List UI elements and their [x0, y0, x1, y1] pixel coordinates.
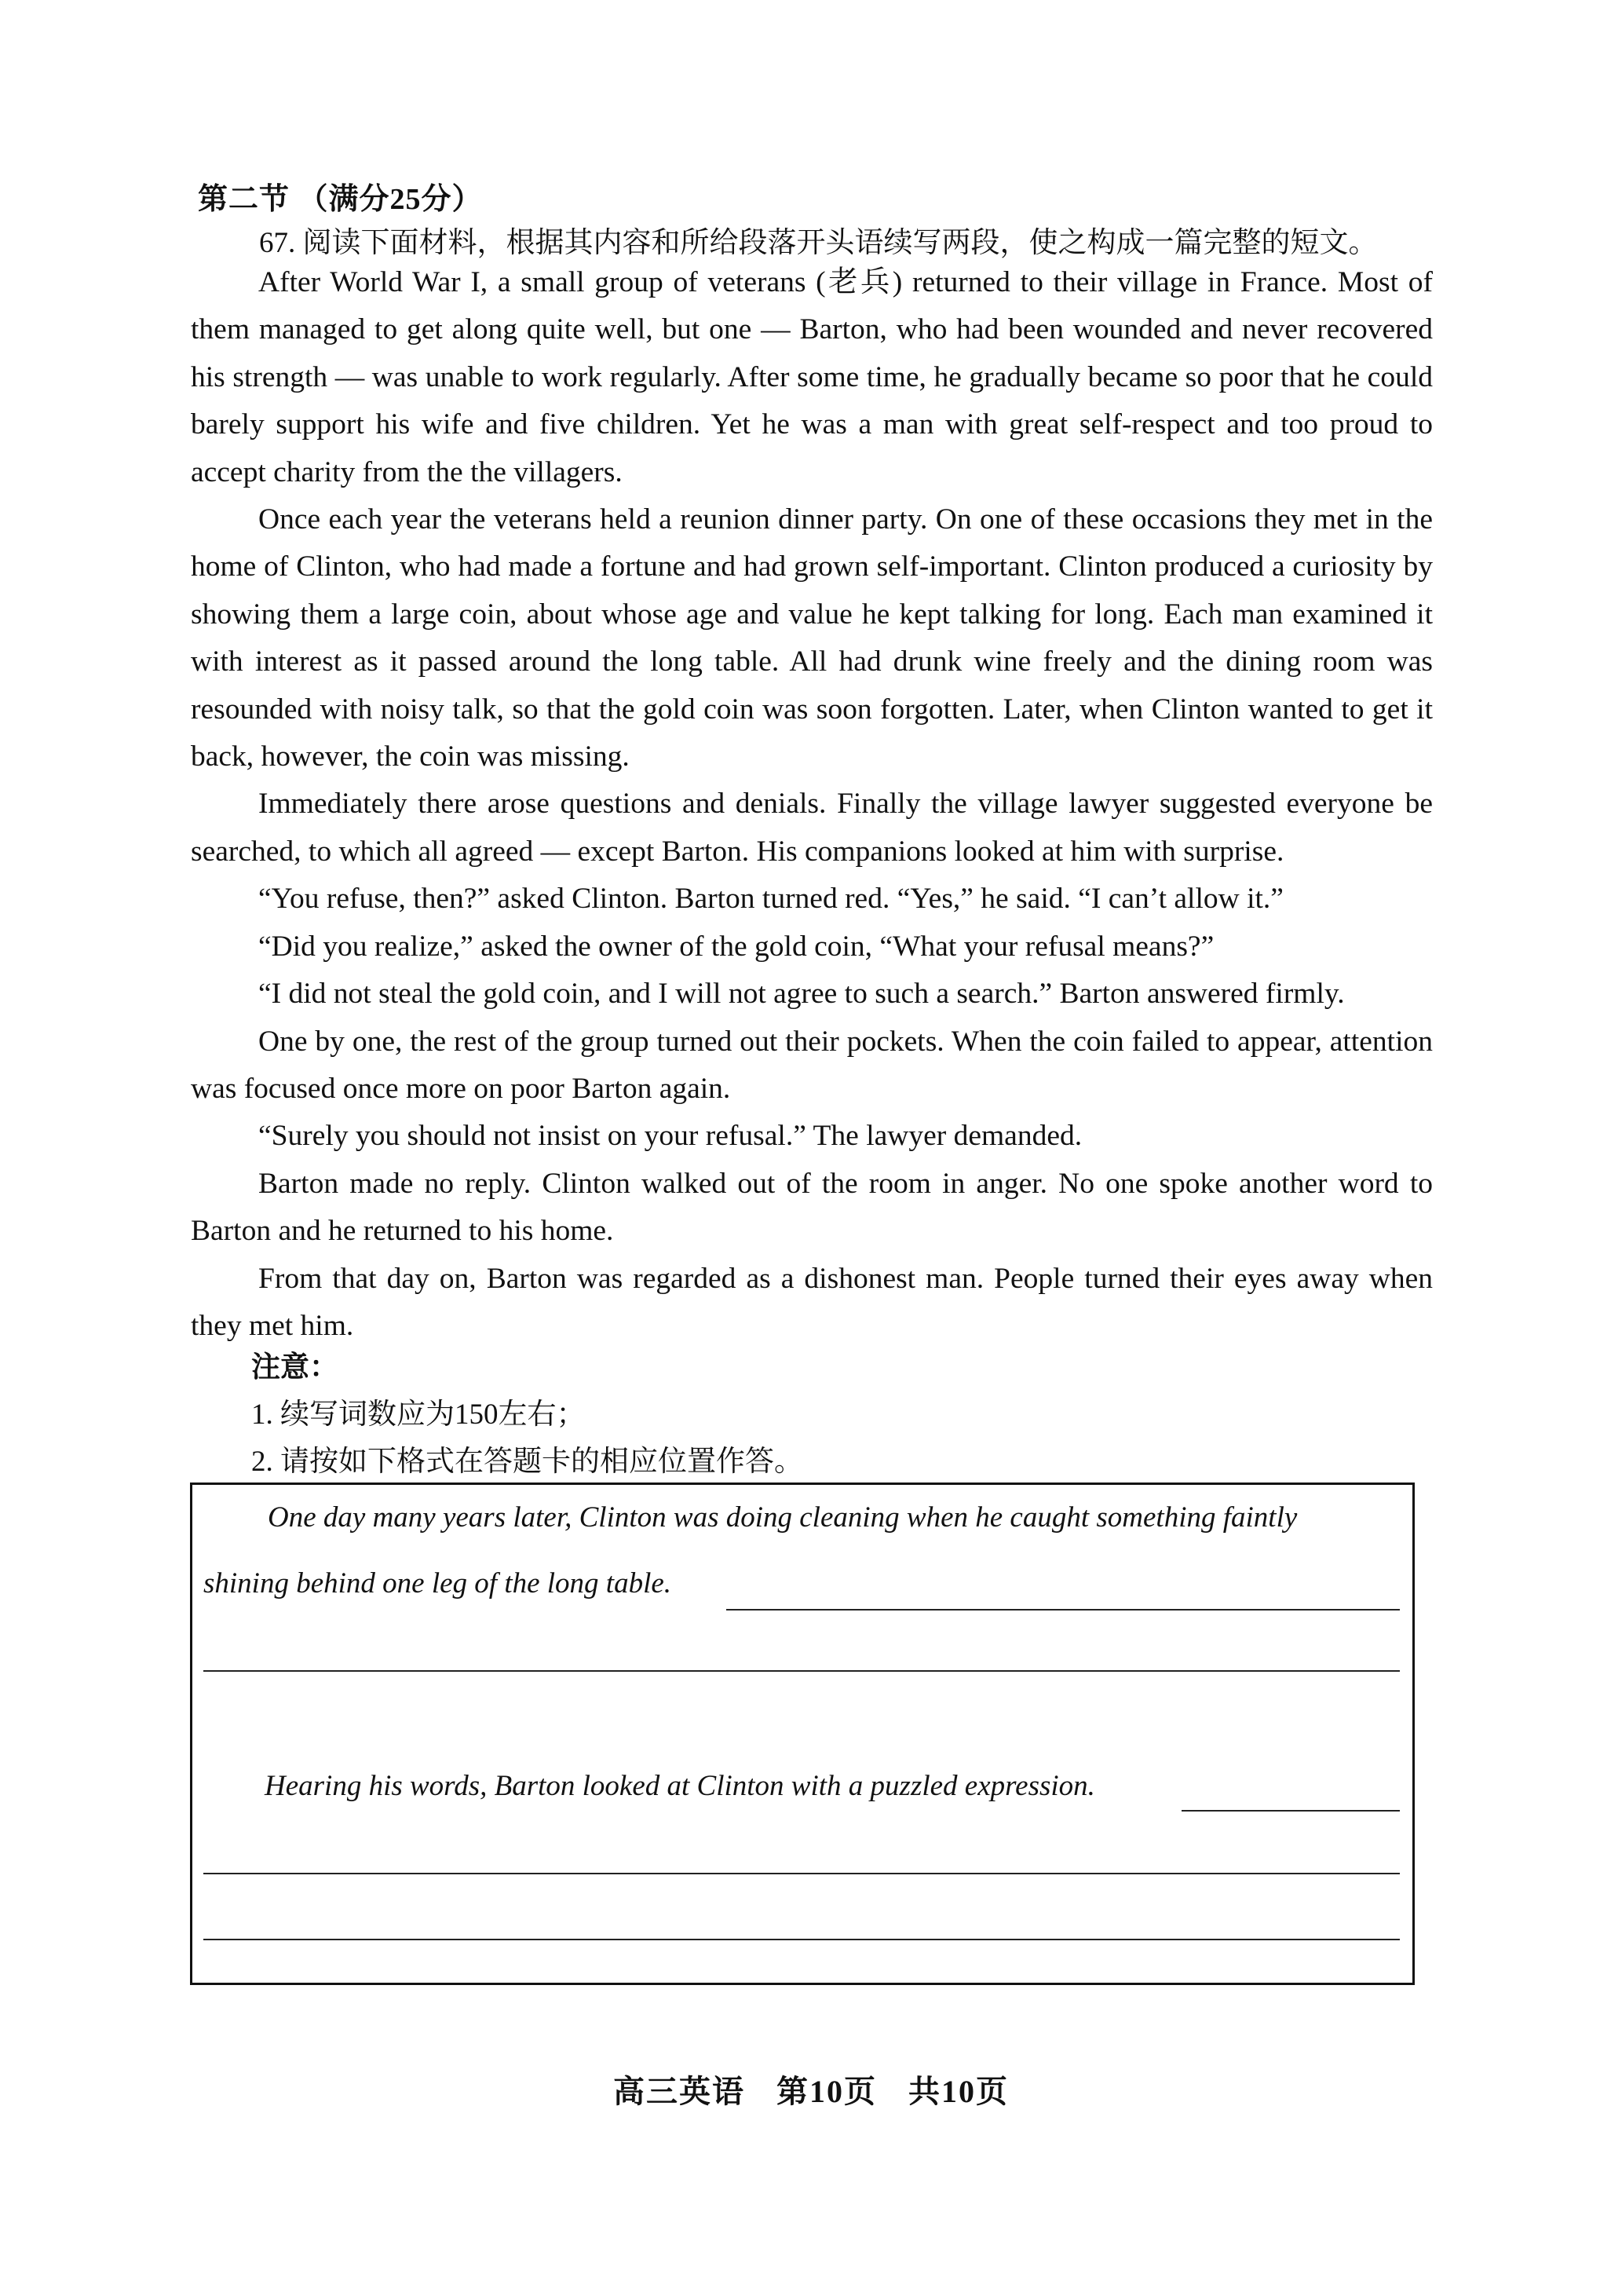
passage-paragraph: After World War I, a small group of veterans (老兵) returned to their village in France. Most of them managed to get along quite well, but one — Barton, who had been wounded and never recovered his strength — was unable to work regularly. After some time, he gradually became so poor that he could barely support his wife and five children. Yet he was a man with great self-respect and too proud to accept charity from the the villagers.	[191, 266, 1433, 488]
task-instruction: 67. 阅读下面材料，根据其内容和所给段落开头语续写两段，使之构成一篇完整的短文。	[259, 227, 1378, 259]
notes-section	[251, 1344, 803, 1486]
passage-paragraph: “You refuse, then?” asked Clinton. Barton turned red. “Yes,” he said. “I can’t allow it.”	[258, 883, 1284, 916]
passage-paragraph: Once each year the veterans held a reunion dinner party. On one of these occasions they met in the home of Clinton, who had made a fortune and had grown self-important. Clinton produced a curiosity by showing them a large coin, about whose age and value he kept talking for long. Each man examined it with interest as it passed around the long table. All had drunk wine freely and the dining room was resounded with noisy talk, so that the gold coin was soon forgotten. Later, when Clinton wanted to get it back, however, the coin was missing.	[191, 503, 1433, 773]
footer-page-number: 第10页	[776, 2074, 877, 2109]
writing-line[interactable]	[203, 1939, 1400, 1940]
passage-paragraph: From that day on, Barton was regarded as a dishonest man. People turned their eyes away when they met him.	[191, 1262, 1433, 1342]
writing-line[interactable]	[203, 1670, 1400, 1672]
writing-line[interactable]	[203, 1873, 1400, 1874]
paragraph1-prompt-line2: shining behind one leg of the long table.	[203, 1567, 672, 1600]
passage-paragraph: One by one, the rest of the group turned out their pockets. When the coin failed to appear, attention was focused once more on poor Barton again.	[191, 1025, 1433, 1105]
passage-paragraph: “Surely you should not insist on your refusal.” The lawyer demanded.	[258, 1120, 1083, 1153]
section-heading: 第二节 （满分25分）	[198, 183, 483, 216]
answer-box	[190, 1483, 1415, 1985]
paragraph2-prompt: Hearing his words, Barton looked at Clinton with a puzzled expression.	[265, 1770, 1095, 1802]
passage-paragraph: “Did you realize,” asked the owner of the gold coin, “What your refusal means?”	[258, 930, 1215, 963]
passage-paragraph: “I did not steal the gold coin, and I will not agree to such a search.” Barton answered firmly.	[258, 978, 1345, 1011]
passage-paragraph: Barton made no reply. Clinton walked out of the room in anger. No one spoke another word to Barton and he returned to his home.	[191, 1167, 1433, 1248]
notes-heading: 注意：	[251, 1351, 338, 1384]
writing-line[interactable]	[726, 1609, 1400, 1610]
passage-paragraph: Immediately there arose questions and denials. Finally the village lawyer suggested everyone be searched, to which all agreed — except Barton. His companions looked at him with surprise.	[191, 788, 1433, 868]
page-footer	[0, 2067, 1622, 2111]
footer-subject: 高三英语	[613, 2074, 745, 2109]
note-item: 1. 续写词数应为150左右；	[251, 1398, 586, 1431]
reading-passage	[191, 259, 1433, 1350]
note-item: 2. 请按如下格式在答题卡的相应位置作答。	[251, 1446, 803, 1478]
paragraph1-prompt-line1: One day many years later, Clinton was doing cleaning when he caught something faintly	[268, 1501, 1298, 1534]
footer-page-total: 共10页	[908, 2074, 1009, 2109]
writing-line[interactable]	[1182, 1810, 1400, 1812]
